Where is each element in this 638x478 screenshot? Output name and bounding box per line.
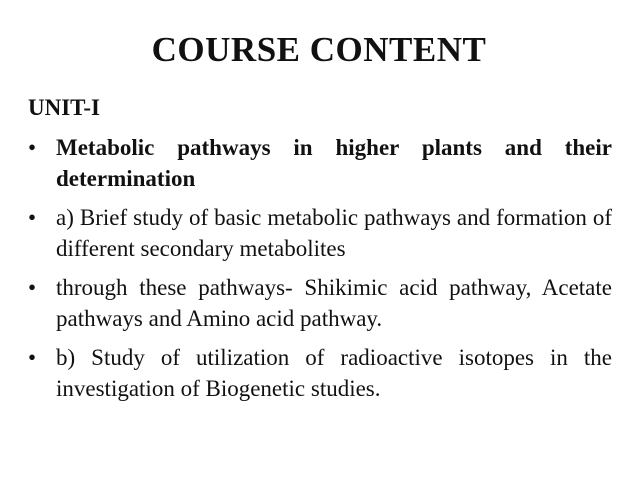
slide-title: COURSE CONTENT	[151, 30, 487, 69]
bullet-list	[28, 132, 612, 412]
bullet-icon: •	[28, 135, 37, 160]
bullet-icon: •	[28, 275, 37, 300]
bullet-text: Metabolic pathways in higher plants and their determination	[56, 135, 612, 191]
bullet-icon: •	[28, 205, 37, 230]
bullet-icon: •	[28, 345, 37, 370]
bullet-text: b) Study of utilization of radioactive isotopes in the investigation of Biogenetic studies.	[56, 345, 612, 401]
bullet-text: through these pathways- Shikimic acid pathway, Acetate pathways and Amino acid pathway.	[56, 275, 612, 331]
bullet-text: a) Brief study of basic metabolic pathways and formation of different secondary metabolites	[56, 205, 612, 261]
bullet-item	[28, 202, 612, 264]
bullet-item	[28, 132, 612, 194]
bullet-item	[28, 272, 612, 334]
bullet-item	[28, 342, 612, 404]
unit-heading: UNIT-I	[28, 95, 101, 120]
